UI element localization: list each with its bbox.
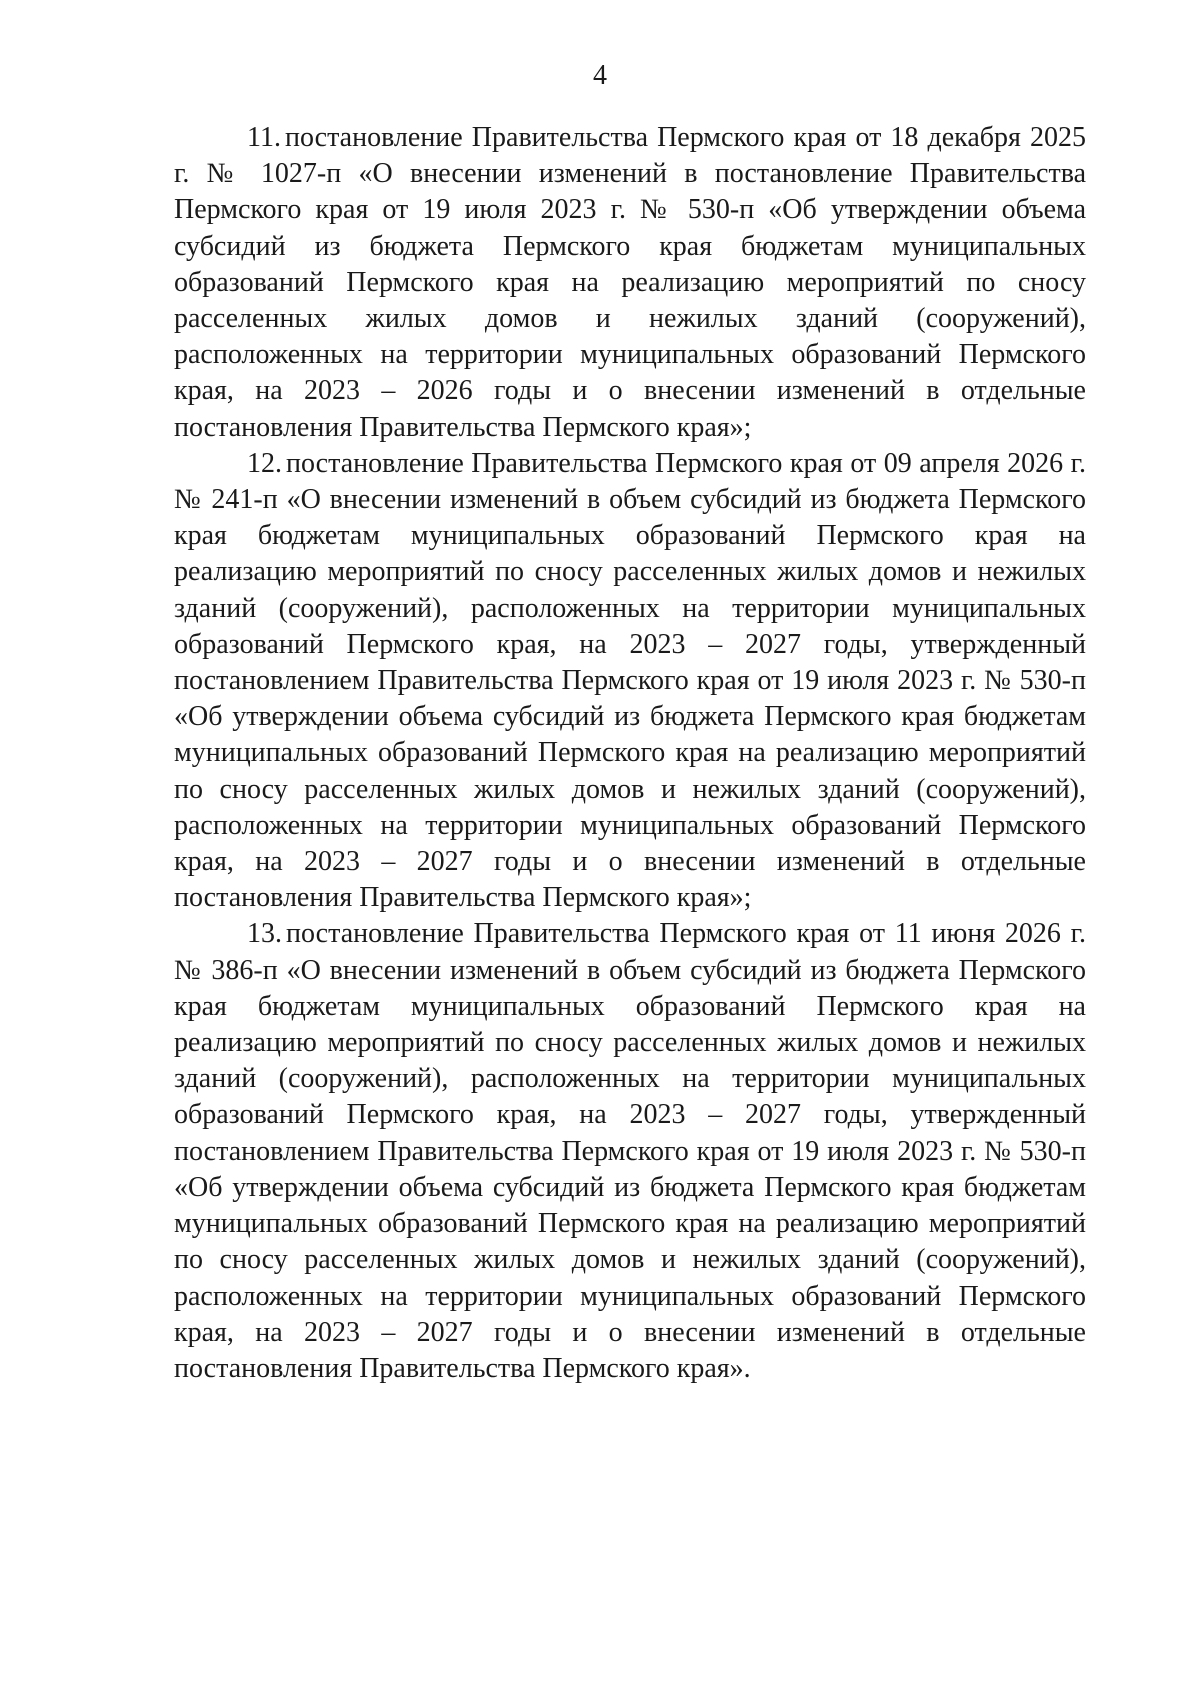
list-item-text: постановление Правительства Пермского края от 11 июня 2026 г. № 386-п «О внесении изменений в объем субсидий из бюджета Пермского края бюджетам муниципальных образований Пермского края на реализацию мероприятий по сносу расселенных жилых домов и нежилых зданий (сооружений), расположенных на территории муниципальных образований Пермского края, на 2023 – 2027 годы, утвержденный постановлением Правительства Пермского края от 19 июля 2023 г. № 530-п «Об утверждении объема субсидий из бюджета Пермского края бюджетам муниципальных образований Пермского края на реализацию мероприятий по сносу расселенных жилых домов и нежилых зданий (сооружений), расположенных на территории муниципальных образований Пермского края, на 2023 – 2027 годы и о внесении изменений в отдельные постановления Правительства Пермского края». bbox=[174, 918, 1086, 1384]
list-item-text: постановление Правительства Пермского края от 09 апреля 2026 г. № 241-п «О внесении изменений в объем субсидий из бюджета Пермского края бюджетам муниципальных образований Пермского края на реализацию мероприятий по сносу расселенных жилых домов и нежилых зданий (сооружений), расположенных на территории муниципальных образований Пермского края, на 2023 – 2027 годы, утвержденный постановлением Правительства Пермского края от 19 июля 2023 г. № 530-п «Об утверждении объема субсидий из бюджета Пермского края бюджетам муниципальных образований Пермского края на реализацию мероприятий по сносу расселенных жилых домов и нежилых зданий (сооружений), расположенных на территории муниципальных образований Пермского края, на 2023 – 2027 годы и о внесении изменений в отдельные постановления Правительства Пермского края»; bbox=[174, 447, 1086, 914]
list-item-11 bbox=[174, 120, 1086, 446]
list-item-number: 13. bbox=[247, 918, 282, 950]
list-item-12 bbox=[174, 446, 1086, 917]
list-item-number: 11. bbox=[247, 122, 281, 153]
list-item-13 bbox=[174, 916, 1086, 1387]
list-item-number: 12. bbox=[247, 447, 282, 479]
list-item-text: постановление Правительства Пермского края от 18 декабря 2025 г. № 1027-п «О внесении изменений в постановление Правительства Пермского края от 19 июля 2023 г. № 530-п «Об утверждении объема субсидий из бюджета Пермского края бюджетам муниципальных образований Пермского края на реализацию мероприятий по сносу расселенных жилых домов и нежилых зданий (сооружений), расположенных на территории муниципальных образований Пермского края, на 2023 – 2026 годы и о внесении изменений в отдельные постановления Правительства Пермского края»; bbox=[174, 122, 1086, 443]
document-body bbox=[174, 120, 1086, 1387]
page-number: 4 bbox=[593, 60, 607, 91]
